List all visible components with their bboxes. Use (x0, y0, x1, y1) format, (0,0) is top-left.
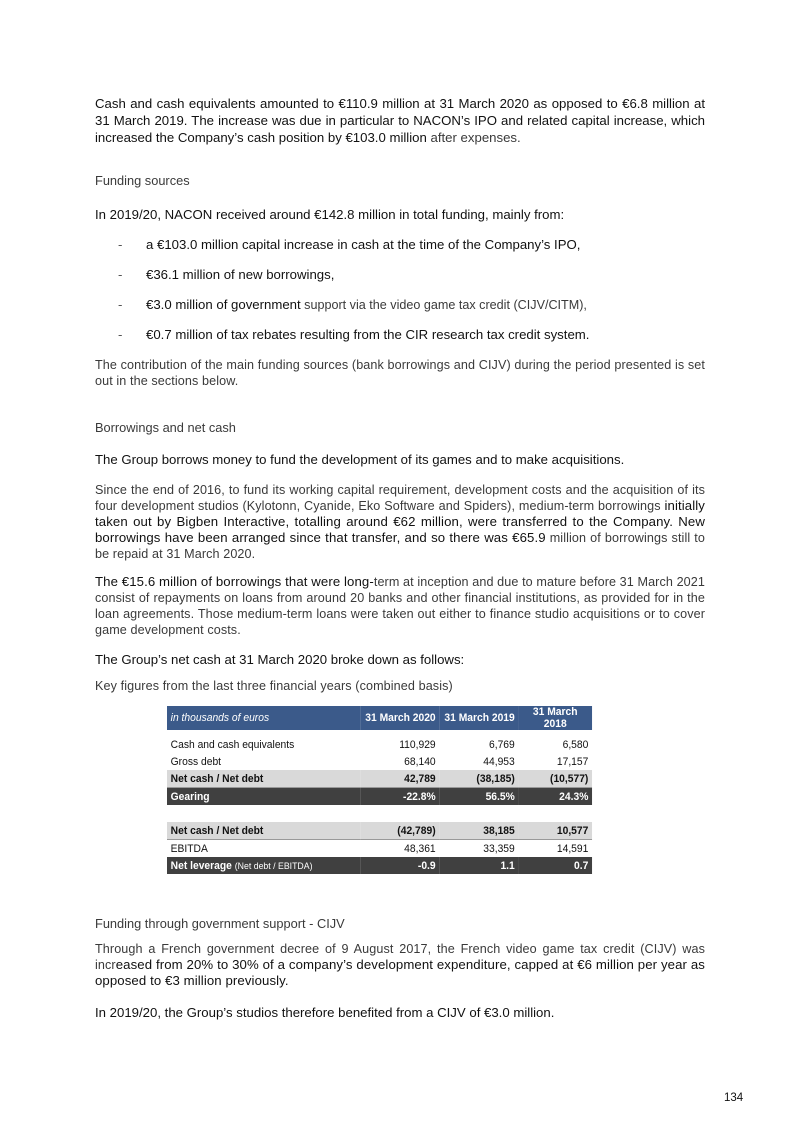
row-label-text: Net leverage (170, 859, 232, 872)
row-label-note: (Net debt / EBITDA) (234, 860, 313, 872)
table-header-col: 31 March 2018 (518, 706, 592, 730)
cell-value: 56.5% (439, 788, 518, 806)
cell-value: 38,185 (439, 822, 518, 840)
table-row (167, 857, 592, 874)
cell-value: (10,577) (518, 770, 592, 788)
table-row (167, 770, 592, 788)
funding-lead: In 2019/20, NACON received around €142.8 million in total funding, mainly from: (95, 207, 565, 222)
bullet-item (118, 236, 580, 253)
bullet-item (118, 326, 589, 343)
cell-value: 10,577 (518, 822, 592, 840)
bullet-item (118, 296, 587, 314)
row-label: Cash and cash equivalents (167, 736, 360, 753)
net-cash-lead: The Group’s net cash at 31 March 2020 broke down as follows: (95, 652, 465, 667)
page-number: 134 (724, 1092, 744, 1104)
borrowings-paragraph-2 (95, 482, 705, 562)
row-label: Net cash / Net debt (167, 770, 360, 788)
text-span: Through a French government decree of 9 August 2017, the French video game tax credit (CIJV) was incr (95, 942, 705, 972)
table-header-col: 31 March 2020 (360, 706, 439, 730)
cell-value: -22.8% (360, 788, 439, 806)
cell-value: 33,359 (439, 840, 518, 858)
bullet-dash: - (118, 237, 123, 252)
borrowings-paragraph-3 (95, 574, 705, 638)
cell-value: 110,929 (360, 736, 439, 753)
bullet-text: €36.1 million of new borrowings, (146, 267, 335, 282)
cell-value: 24.3% (518, 788, 592, 806)
bullet-text: a €103.0 million capital increase in cash at the time of the Company’s IPO, (146, 237, 581, 252)
text-span: term at inception and due to mature before 31 March 2021 consist of repayments on loans from around 20 banks and other financial institutions, as provided for in the loan agreements. Those medium-term loans were taken out either to finance studio acquisitions or to cover game development costs. (95, 575, 705, 637)
table-header-row (167, 706, 592, 730)
cijv-paragraph-2: In 2019/20, the Group’s studios therefore benefited from a CIJV of €3.0 million. (95, 1005, 555, 1020)
table-spacer (167, 805, 592, 822)
text-span: million of borrowings still to be repaid at 31 March 2020. (95, 531, 705, 561)
cell-value: 1.1 (439, 857, 518, 874)
cell-value: (42,789) (360, 822, 439, 840)
bullet-text-tail: support via the video game tax credit (CIJV/CITM), (300, 298, 587, 312)
table-row (167, 736, 592, 753)
text-span: The €15.6 million of borrowings that were long- (95, 574, 374, 589)
cell-value: 42,789 (360, 770, 439, 788)
bullet-dash: - (118, 267, 123, 282)
cell-value: (38,185) (439, 770, 518, 788)
table-header-label: in thousands of euros (167, 706, 360, 730)
cell-value: 44,953 (439, 753, 518, 770)
row-label: EBITDA (167, 840, 360, 858)
cijv-heading: Funding through government support - CIJV (95, 916, 345, 931)
bullet-item (118, 266, 334, 283)
bullet-text: €3.0 million of government (146, 297, 301, 312)
table-row (167, 753, 592, 770)
row-label: Net cash / Net debt (167, 822, 360, 840)
borrowings-paragraph-1: The Group borrows money to fund the development of its games and to make acquisitions. (95, 452, 625, 467)
row-label: Gross debt (167, 753, 360, 770)
cell-value: -0.9 (360, 857, 439, 874)
cijv-paragraph-1 (95, 941, 705, 989)
intro-text: Cash and cash equivalents amounted to €110.9 million at 31 March 2020 as opposed to €6.8 million at 31 March 2019. The increase was due in particular to NACON’s IPO and related capital increase, which increased the Company’s cash position by €103.0 million (95, 96, 705, 145)
contribution-paragraph: The contribution of the main funding sources (bank borrowings and CIJV) during the period presented is set out in the sections below. (95, 358, 705, 388)
bullet-dash: - (118, 297, 123, 312)
table-row (167, 822, 592, 840)
funding-sources-heading: Funding sources (95, 173, 190, 188)
cell-value: 17,157 (518, 753, 592, 770)
borrowings-heading: Borrowings and net cash (95, 420, 236, 435)
table-header-col: 31 March 2019 (439, 706, 518, 730)
text-span: initially taken out by Bigben Interactive, totalling around €62 million, were transferred to the Company. New borrowings have been arranged since that transfer, and so there was €65.9 (95, 498, 705, 545)
cell-value: 14,591 (518, 840, 592, 858)
row-label (167, 857, 360, 874)
intro-paragraph (95, 95, 705, 146)
text-span: Since the end of 2016, to fund its working capital requirement, development costs and the acquisition of its four development studios (Kylotonn, Cyanide, Eko Software and Spiders), medium-term borrowings (95, 483, 705, 513)
row-label: Gearing (167, 788, 360, 806)
bullet-text: €0.7 million of tax rebates resulting from the CIR research tax credit system. (146, 327, 590, 342)
cell-value: 48,361 (360, 840, 439, 858)
cell-value: 0.7 (518, 857, 592, 874)
table-row (167, 840, 592, 858)
key-figures-table (167, 706, 592, 874)
cell-value: 68,140 (360, 753, 439, 770)
cell-value: 6,769 (439, 736, 518, 753)
cell-value: 6,580 (518, 736, 592, 753)
intro-text-tail: after expenses. (426, 130, 521, 145)
table-row (167, 788, 592, 806)
table-caption: Key figures from the last three financial years (combined basis) (95, 679, 453, 693)
bullet-dash: - (118, 327, 123, 342)
text-span: eased from 20% to 30% of a company’s development expenditure, capped at €6 million per year as opposed to €3 million previously. (95, 957, 705, 988)
